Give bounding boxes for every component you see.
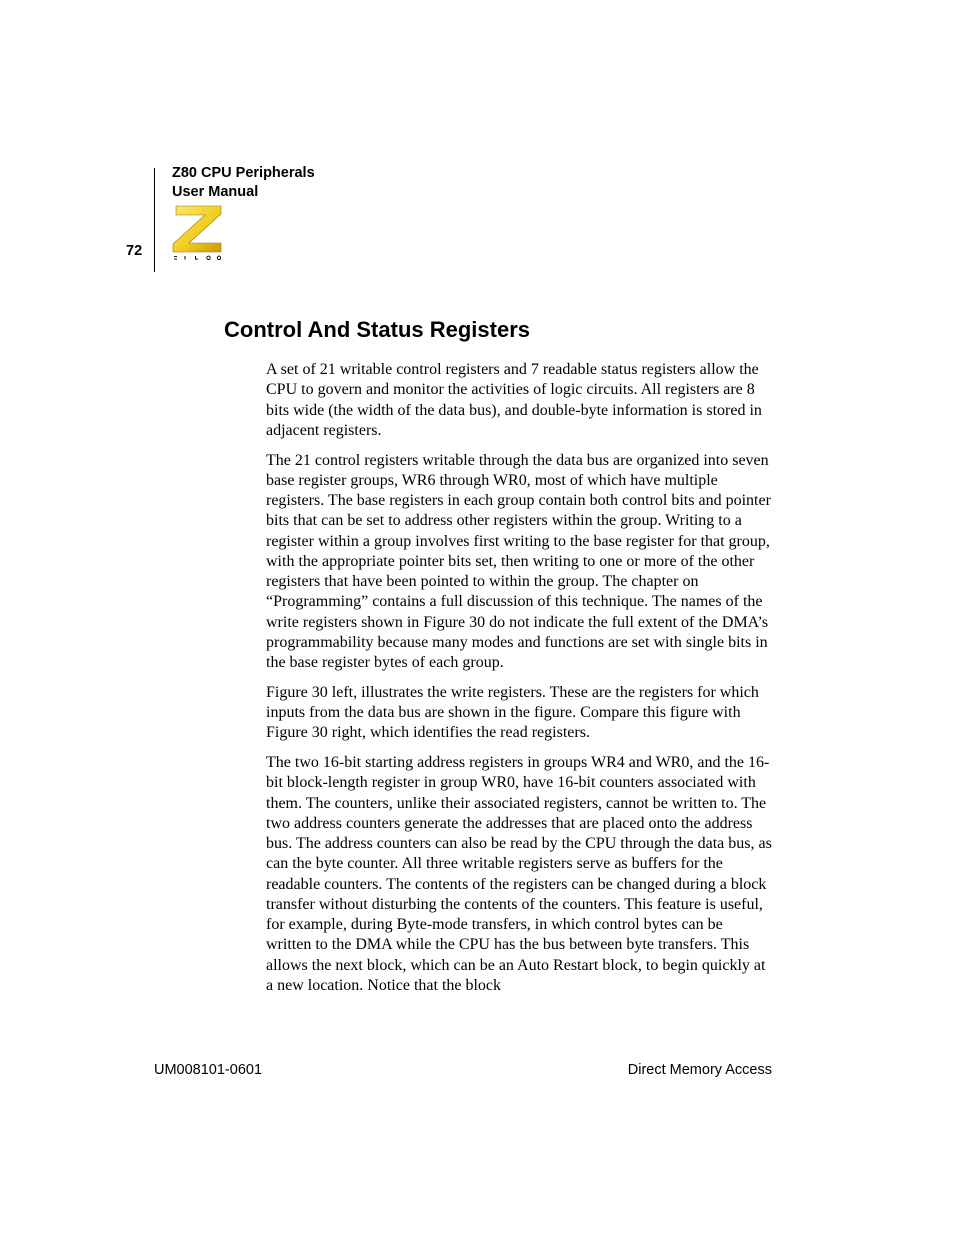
footer-doc-id: UM008101-0601 bbox=[154, 1062, 263, 1078]
paragraph: The 21 control registers writable through the data bus are organized into seven base register groups, WR6 through WR0, most of which have multiple registers. The base registers in each group contain both control bits and pointer bits that can be set to address other registers within the group. Writing to a register within a group involves first writing to the base register for that group, with the appropriate pointer bits set, then writing to one or more of the other registers that have been pointed to within the group. The chapter on “Programming” contains a full discussion of this technique. The names of the write registers shown in Figure 30 do not indicate the full extent of the DMA’s programmability because many modes and functions are set with single bits in the base register bytes of each group. bbox=[266, 451, 771, 671]
running-header bbox=[172, 164, 315, 202]
body-text bbox=[266, 360, 772, 1006]
paragraph: Figure 30 left, illustrates the write registers. These are the registers for which inputs from the data bus are shown in the figure. Compare this figure with Figure 30 right, which identifies the read registers. bbox=[266, 683, 759, 742]
paragraph: The two 16-bit starting address registers in groups WR4 and WR0, and the 16-bit block-length register in group WR0, have 16-bit counters associated with them. The counters, unlike their associated registers, cannot be written to. The two address counters generate the addresses that are placed onto the address bus. The address counters can also be read by the CPU through the data bus, as can the byte counter. All three writable registers serve as buffers for the readable counters. The contents of the registers can be changed during a block transfer without disturbing the contents of the counters. This feature is useful, for example, during Byte-mode transfers, in which control bytes can be written to the DMA while the CPU has the bus between byte transfers. This allows the next block, which can be an Auto Restart block, to begin quickly at a new location. Notice that the block bbox=[266, 754, 772, 994]
header-title-line2: User Manual bbox=[172, 184, 259, 200]
header-title-line1: Z80 CPU Peripherals bbox=[172, 165, 315, 181]
zilog-logo bbox=[171, 203, 225, 261]
section-title: Control And Status Registers bbox=[224, 317, 530, 342]
paragraph: A set of 21 writable control registers and 7 readable status registers allow the CPU to govern and monitor the activities of logic circuits. All registers are 8 bits wide (the width of the data bus), and double-byte information is stored in adjacent registers. bbox=[266, 361, 762, 439]
page-number: 72 bbox=[126, 243, 143, 259]
footer-chapter: Direct Memory Access bbox=[627, 1062, 772, 1078]
header-vertical-rule bbox=[154, 168, 155, 272]
zilog-z-logo-icon bbox=[171, 203, 225, 261]
